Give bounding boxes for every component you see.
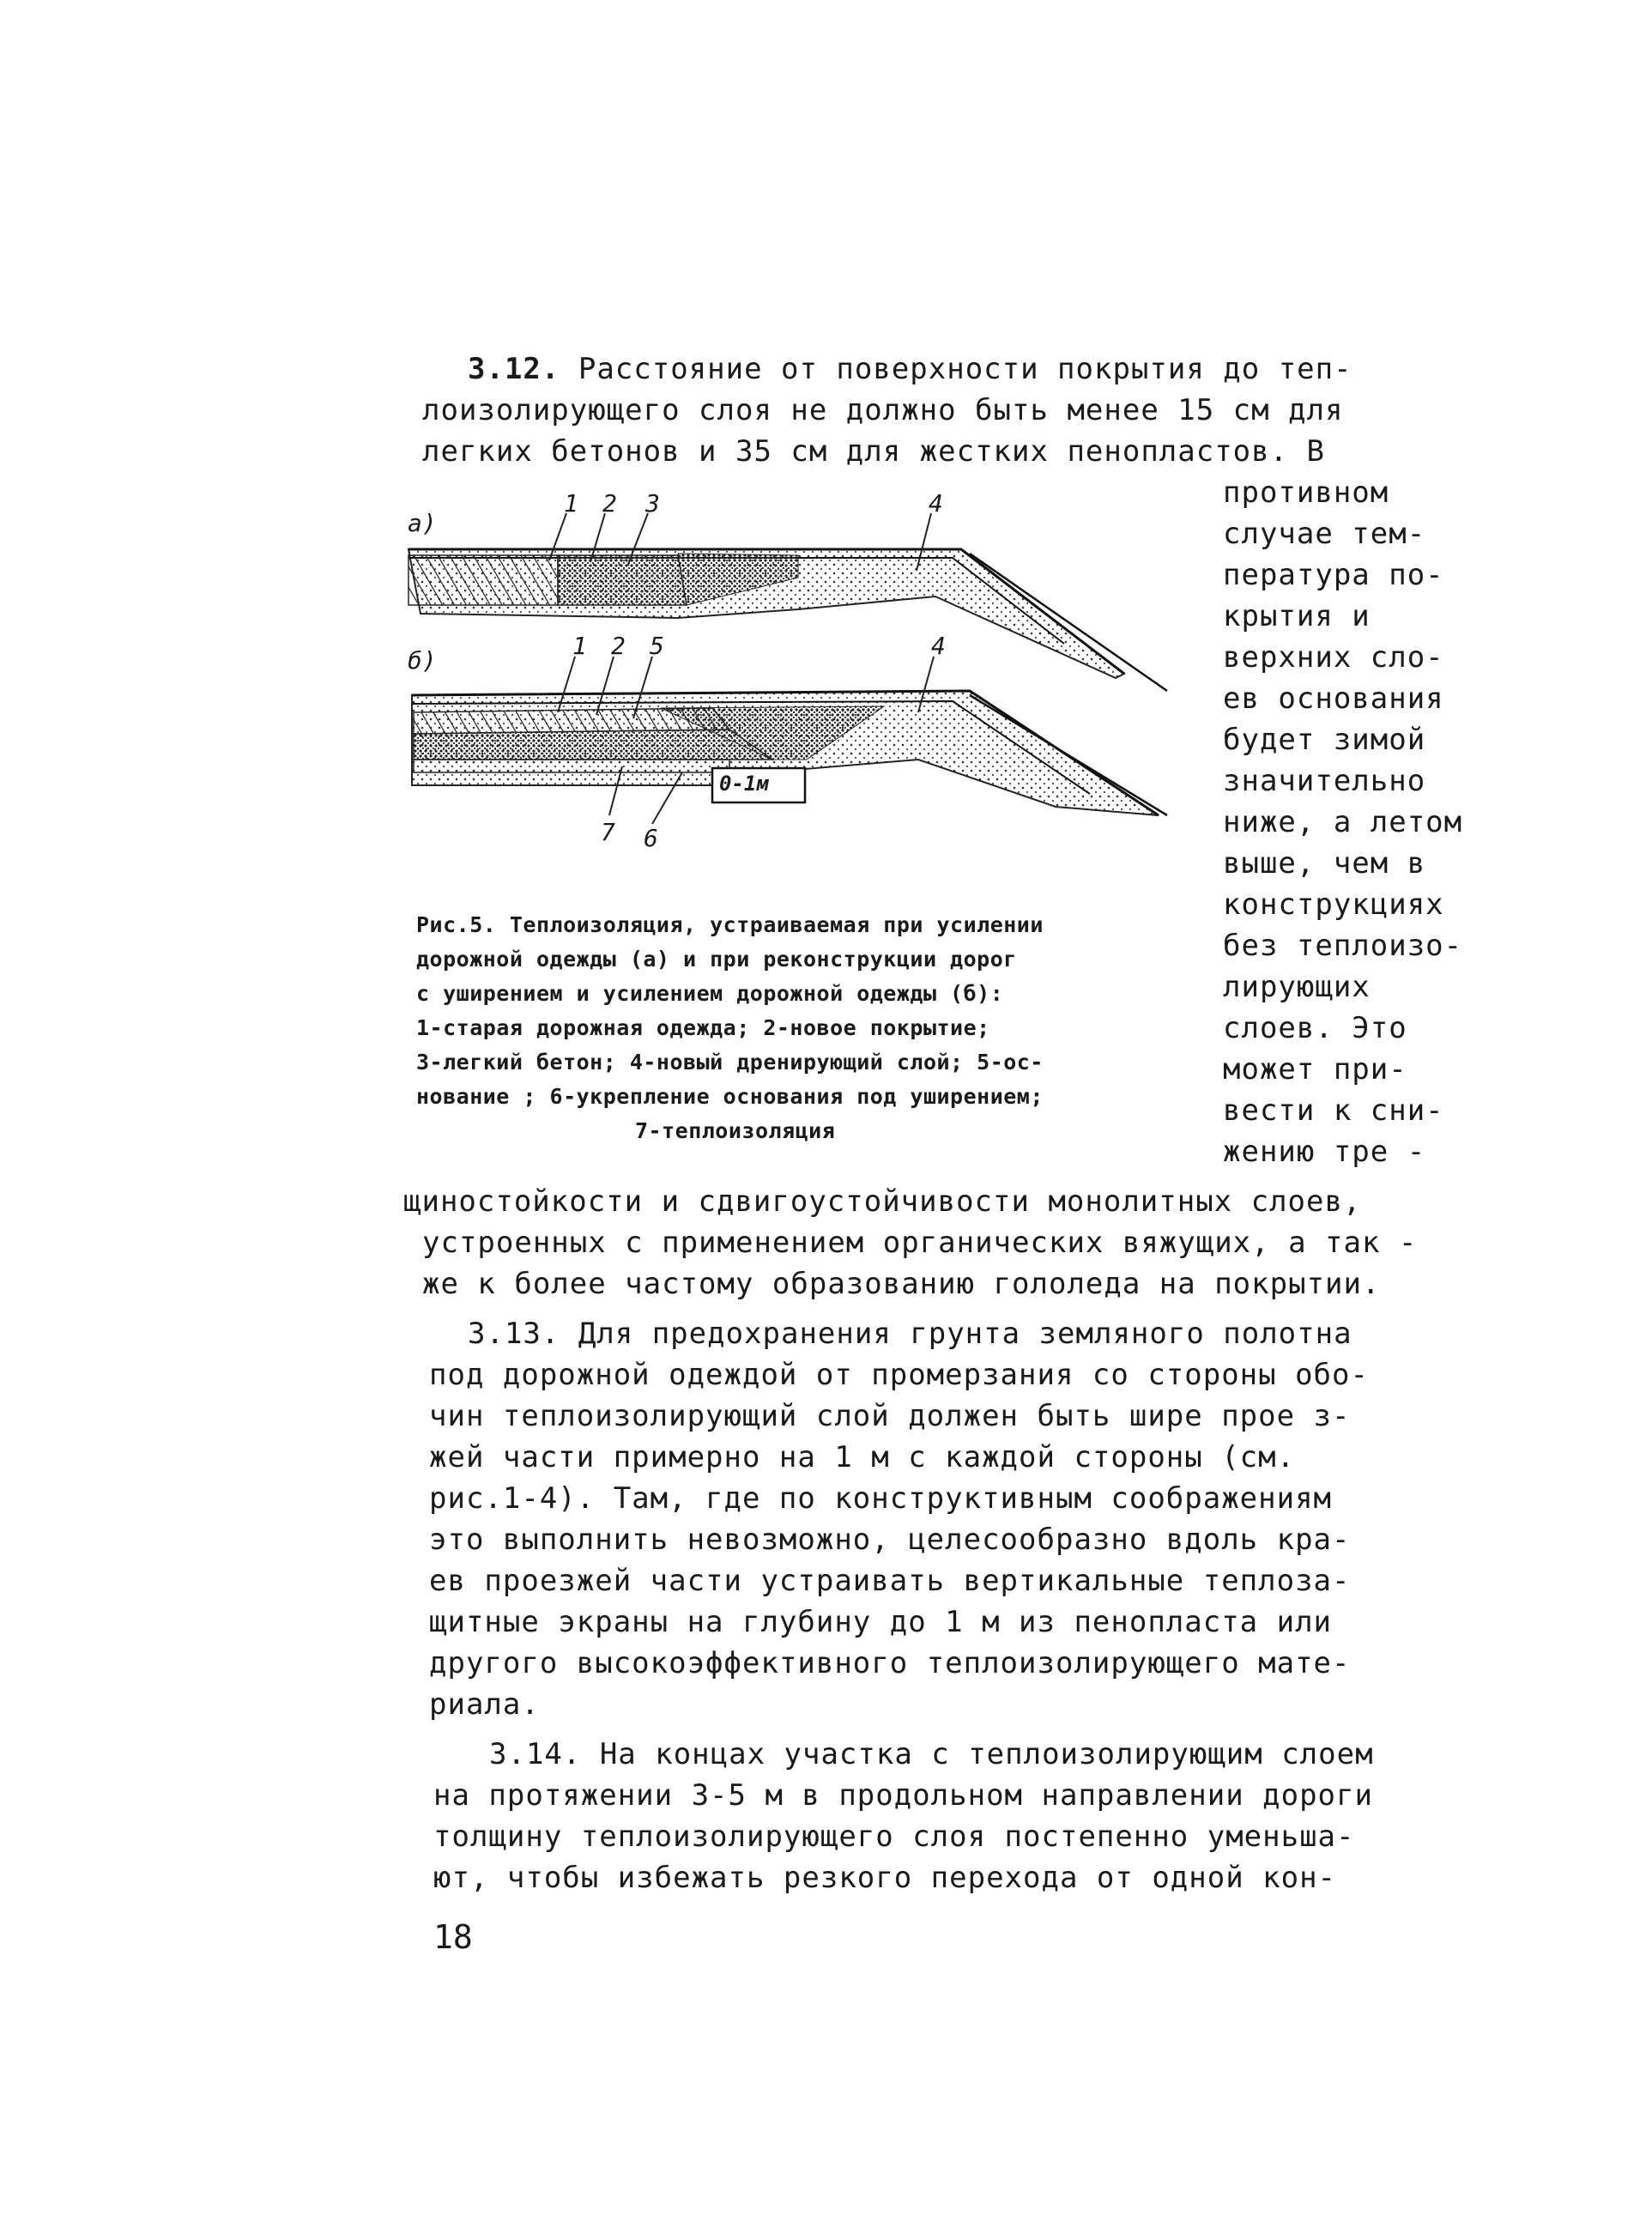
callout-number: 1 — [564, 489, 578, 518]
callout-number: 6 — [644, 824, 658, 852]
callout-number: 5 — [650, 632, 664, 660]
side-line: вести к сни- — [1223, 1093, 1444, 1128]
p312-number: 3.12. — [468, 352, 560, 386]
side-line: пература по- — [1223, 558, 1444, 592]
caption-line: нование ; 6-укрепление основания под уширением; — [416, 1084, 1044, 1109]
side-line: верхних сло- — [1223, 640, 1444, 675]
side-line: ниже, а летом — [1223, 805, 1463, 839]
side-line: противном — [1223, 475, 1389, 510]
side-line: лирующих — [1223, 970, 1371, 1004]
p313-line: это выполнить невозможно, целесообразно вдоль кра- — [429, 1523, 1351, 1557]
page-number: 18 — [433, 1918, 473, 1956]
callout-number: 4 — [931, 632, 946, 660]
p314-line: на протяжении 3-5 м в продольном направлении дороги — [433, 1778, 1373, 1813]
caption-line: 3-легкий бетон; 4-новый дренирующий слой; 5-ос- — [416, 1050, 1044, 1075]
p312-line-2: лоизолирующего слоя не должно быть менее 15 см для — [422, 393, 1344, 427]
panel-b-drawing — [412, 691, 1167, 815]
panel-b-label: б) — [408, 646, 437, 675]
side-line: конструкциях — [1223, 887, 1444, 922]
p312-cont-line: же к более частому образованию гололеда на покрытии. — [422, 1267, 1381, 1301]
panel-a-label: а) — [408, 509, 437, 537]
p313-line: другого высокоэффективного теплоизолирующего мате- — [429, 1646, 1351, 1680]
p313-line: рис.1-4). Там, где по конструктивным соображениям — [429, 1481, 1333, 1516]
side-line: ев основания — [1223, 681, 1444, 716]
p312-line-3: легких бетонов и 35 см для жестких пенопластов. В — [422, 434, 1326, 469]
p313-line: жей части примерно на 1 м с каждой стороны (см. — [429, 1440, 1296, 1474]
callout-number: 2 — [602, 489, 617, 518]
side-line: слоев. Это — [1223, 1011, 1407, 1045]
side-line: будет зимой — [1223, 723, 1426, 757]
p313-line: ев проезжей части устраивать вертикальные теплоза- — [429, 1564, 1351, 1598]
callout-number: 7 — [601, 818, 615, 846]
p314-line: ют, чтобы избежать резкого перехода от одной кон- — [433, 1861, 1337, 1895]
p312-cont-line: устроенных с применением органических вяжущих, а так - — [422, 1226, 1418, 1260]
panel-a-drawing — [408, 549, 1167, 691]
p313-line: под дорожной одеждой от промерзания со стороны обо- — [429, 1358, 1369, 1392]
p313-line: риала. — [429, 1687, 540, 1722]
side-line: без теплоизо- — [1223, 929, 1463, 963]
caption-line: дорожной одежды (а) и при реконструкции дорог — [416, 947, 1017, 972]
p313-line: 3.13. Для предохранения грунта земляного полотна — [468, 1317, 1352, 1351]
side-line: крытия и — [1223, 599, 1371, 633]
caption-line: 1-старая дорожная одежда; 2-новое покрытие; — [416, 1015, 990, 1040]
p312-line-1-text: Расстояние от поверхности покрытия до теп- — [578, 352, 1352, 386]
side-line: выше, чем в — [1223, 846, 1426, 881]
callout-number: 3 — [645, 489, 660, 518]
p313-line: чин теплоизолирующий слой должен быть шире прое з- — [429, 1399, 1351, 1433]
callout-number: 2 — [611, 632, 626, 660]
side-line: значительно — [1223, 764, 1426, 798]
road-insulation-figure — [403, 476, 1184, 880]
side-line: жению тре - — [1223, 1135, 1426, 1169]
callout-number: 1 — [572, 632, 587, 660]
p314-line: 3.14. На концах участка с теплоизолирующим слоем — [489, 1737, 1374, 1771]
p312-line-1 — [468, 352, 1352, 386]
caption-line: 7-теплоизоляция — [635, 1118, 836, 1143]
width-box-label: 0-1м — [719, 772, 769, 796]
p314-line: толщину теплоизолирующего слоя постепенно уменьша- — [433, 1819, 1355, 1854]
side-line: случае тем- — [1223, 517, 1426, 551]
p313-line: щитные экраны на глубину до 1 м из пенопласта или — [429, 1605, 1333, 1639]
callout-number: 4 — [929, 489, 943, 518]
side-line: может при- — [1223, 1052, 1407, 1087]
caption-line: с уширением и усилением дорожной одежды (б): — [416, 981, 1004, 1006]
caption-line: Рис.5. Теплоизоляция, устраиваемая при усилении — [416, 912, 1044, 937]
p312-cont-line: щиностойкости и сдвигоустойчивости монолитных слоев, — [403, 1184, 1362, 1219]
